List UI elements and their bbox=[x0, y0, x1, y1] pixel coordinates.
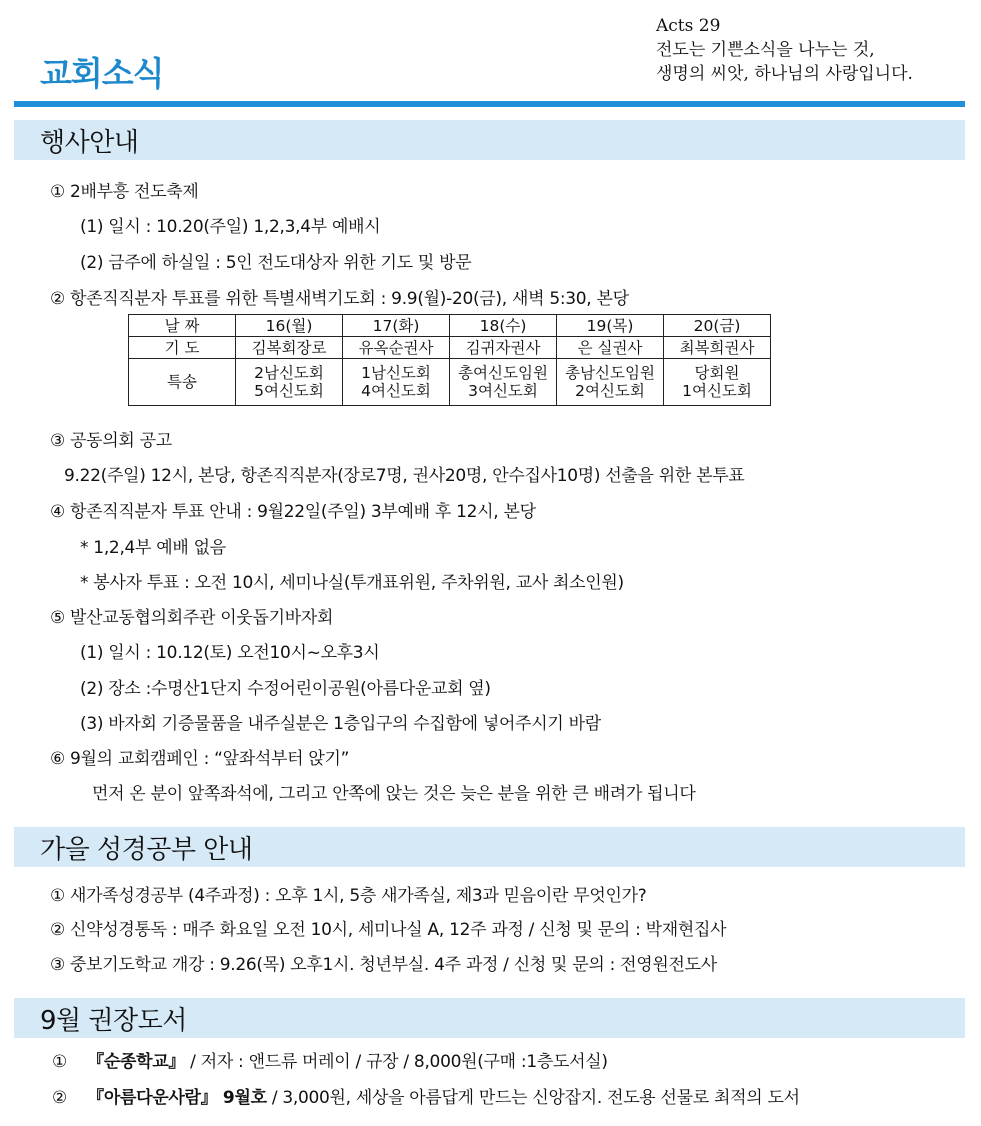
book-number: ② bbox=[52, 1088, 67, 1108]
books-section-header bbox=[14, 998, 965, 1038]
table-cell bbox=[343, 359, 450, 406]
events-section-header bbox=[14, 120, 965, 160]
bible-study-item-3: ③ 중보기도학교 개강 : 9.26(목) 오후1시. 청년부실. 4주 과정 / 신청 및 문의 : 전영원전도사 bbox=[50, 955, 717, 975]
event-item-2: ② 항존직직분자 투표를 위한 특별새벽기도회 : 9.9(월)-20(금), 새벽 5:30, 본당 bbox=[50, 289, 629, 309]
event-item-1-todo: (2) 금주에 하실일 : 5인 전도대상자 위한 기도 및 방문 bbox=[80, 253, 472, 273]
event-item-6-text: 먼저 온 분이 앞쪽좌석에, 그리고 안쪽에 앉는 것은 늦은 분을 위한 큰 배려가 됩니다 bbox=[92, 784, 696, 804]
event-item-5-donation: (3) 바자회 기증물품을 내주실분은 1층입구의 수집함에 넣어주시기 바람 bbox=[80, 714, 601, 734]
table-cell: 18(수) bbox=[450, 315, 557, 337]
event-item-4-note-1: * 1,2,4부 예배 없음 bbox=[80, 538, 226, 558]
event-item-6: ⑥ 9월의 교회캠페인 : “앞좌석부터 앉기” bbox=[50, 749, 350, 769]
book-title: 『순종학교』 bbox=[87, 1052, 186, 1072]
cell-line: 2여신도회 bbox=[575, 382, 645, 400]
table-cell bbox=[450, 359, 557, 406]
table-cell: 은 실권사 bbox=[557, 337, 664, 359]
bible-study-item-1: ① 새가족성경공부 (4주과정) : 오후 1시, 5층 새가족실, 제3과 믿음이란 무엇인가? bbox=[50, 886, 647, 906]
table-cell: 16(월) bbox=[236, 315, 343, 337]
book-item-1 bbox=[52, 1047, 608, 1072]
event-item-3-text: 9.22(주일) 12시, 본당, 항존직직분자(장로7명, 권사20명, 안수집사10명) 선출을 위한 본투표 bbox=[64, 466, 745, 486]
book-title: 『아름다운사람』 9월호 bbox=[87, 1088, 267, 1108]
table-cell bbox=[557, 359, 664, 406]
table-header-row bbox=[129, 315, 771, 337]
book-item-2 bbox=[52, 1083, 800, 1108]
event-item-1-date: (1) 일시 : 10.20(주일) 1,2,3,4부 예배시 bbox=[80, 217, 381, 237]
event-item-4-note-2: * 봉사자 투표 : 오전 10시, 세미나실(투개표위원, 주차위원, 교사 최소인원) bbox=[80, 573, 624, 593]
event-item-4: ④ 항존직직분자 투표 안내 : 9월22일(주일) 3부예배 후 12시, 본당 bbox=[50, 502, 536, 522]
table-cell: 최복희권사 bbox=[664, 337, 771, 359]
cell-line: 5여신도회 bbox=[254, 382, 324, 400]
page-title: 교회소식 bbox=[40, 54, 164, 93]
cell-line: 당회원 bbox=[694, 364, 740, 382]
bible-study-section-header bbox=[14, 827, 965, 867]
book-number: ① bbox=[52, 1052, 67, 1072]
table-cell: 김복회장로 bbox=[236, 337, 343, 359]
book-details: / 3,000원, 세상을 아름답게 만드는 신앙잡지. 전도용 선물로 최적의 도서 bbox=[271, 1088, 800, 1108]
event-item-5-date: (1) 일시 : 10.12(토) 오전10시~오후3시 bbox=[80, 643, 380, 663]
cell-line: 총여신도임원 bbox=[458, 364, 548, 382]
table-cell bbox=[236, 359, 343, 406]
table-cell: 기 도 bbox=[129, 337, 236, 359]
events-heading: 행사안내 bbox=[40, 128, 139, 158]
bible-study-item-2: ② 신약성경통독 : 매주 화요일 오전 10시, 세미나실 A, 12주 과정 / 신청 및 문의 : 박재현집사 bbox=[50, 920, 727, 940]
table-cell: 20(금) bbox=[664, 315, 771, 337]
cell-line: 1여신도회 bbox=[682, 382, 752, 400]
verse-reference: Acts 29 bbox=[656, 16, 721, 36]
header-verse bbox=[656, 14, 976, 86]
cell-line: 1남신도회 bbox=[361, 364, 431, 382]
cell-line: 2남신도회 bbox=[254, 364, 324, 382]
book-details: / 저자 : 앤드류 머레이 / 규장 / 8,000원(구매 :1층도서실) bbox=[190, 1052, 608, 1072]
cell-line: 3여신도회 bbox=[468, 382, 538, 400]
prayer-schedule-table bbox=[128, 314, 771, 406]
books-heading: 9월 권장도서 bbox=[40, 1006, 187, 1036]
table-cell: 17(화) bbox=[343, 315, 450, 337]
cell-line: 4여신도회 bbox=[361, 382, 431, 400]
verse-line-2: 생명의 씨앗, 하나님의 사랑입니다. bbox=[656, 64, 913, 84]
table-cell: 특송 bbox=[129, 359, 236, 406]
table-cell: 유옥순권사 bbox=[343, 337, 450, 359]
event-item-5: ⑤ 발산교동협의회주관 이웃돕기바자회 bbox=[50, 608, 334, 628]
bible-study-heading: 가을 성경공부 안내 bbox=[40, 835, 253, 865]
table-cell bbox=[664, 359, 771, 406]
table-row-special bbox=[129, 359, 771, 406]
cell-line: 총남신도임원 bbox=[565, 364, 655, 382]
table-cell: 김귀자권사 bbox=[450, 337, 557, 359]
table-cell: 날 짜 bbox=[129, 315, 236, 337]
event-item-3: ③ 공동의회 공고 bbox=[50, 431, 172, 451]
event-item-5-place: (2) 장소 :수명산1단지 수정어린이공원(아름다운교회 옆) bbox=[80, 679, 491, 699]
header-divider bbox=[14, 101, 965, 107]
table-row-prayer bbox=[129, 337, 771, 359]
verse-line-1: 전도는 기쁜소식을 나누는 것, bbox=[656, 40, 875, 60]
table-cell: 19(목) bbox=[557, 315, 664, 337]
event-item-1: ① 2배부흥 전도축제 bbox=[50, 182, 199, 202]
